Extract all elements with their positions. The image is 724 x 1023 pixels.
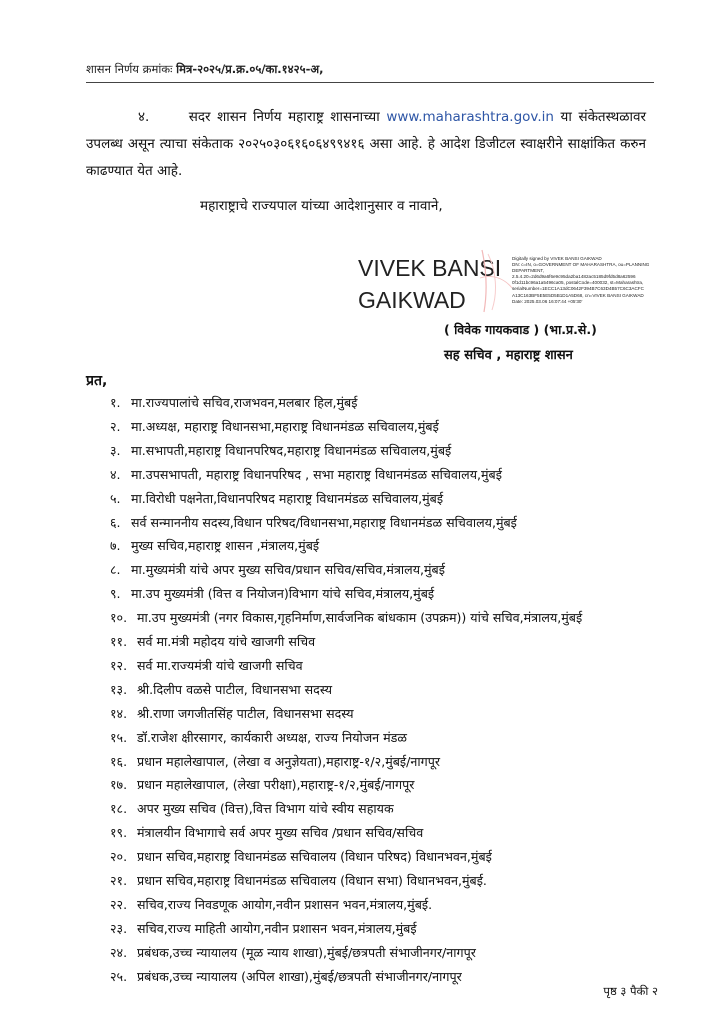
distribution-item-text: मा.उप मुख्यमंत्री (नगर विकास,गृहनिर्माण,सार्वजनिक बांधकाम (उपक्रम)) यांचे सचिव,मंत्रालय,मुंबई <box>137 610 583 626</box>
distribution-item-text: मा.उप मुख्यमंत्री (वित्त व नियोजन)विभाग यांचे सचिव,मंत्रालय,मुंबई <box>131 586 435 602</box>
distribution-heading: प्रत, <box>86 373 108 389</box>
sig-detail-line: 0f1d11bc96a1a5496ca05, postalCode=400032, st=Maharashtra, <box>512 280 644 286</box>
distribution-item-text: सर्व सन्माननीय सदस्य,विधान परिषद/विधानसभा,महाराष्ट्र विधानमंडळ सचिवालय,मुंबई <box>131 514 517 530</box>
distribution-item-text: प्रबंधक,उच्च न्यायालय (मूळ न्याय शाखा),मुंबई/छत्रपती संभाजीनगर/नागपूर <box>137 944 476 960</box>
distribution-item-number: १९. <box>110 825 128 841</box>
sig-detail-line: 2.5.4.20=2d6d9a6f6e9c95da2ba1482ac5185d9fd5d8a62596 <box>512 274 636 280</box>
distribution-item-text: श्री.दिलीप वळसे पाटील, विधानसभा सदस्य <box>137 681 333 697</box>
sig-detail-line: DN: c=IN, o=GOVERNMENT OF MAHARASHTRA, ou=PLANNING <box>512 262 650 268</box>
digital-signature-mark-icon <box>478 248 514 314</box>
distribution-item-text: प्रबंधक,उच्च न्यायालय (अपिल शाखा),मुंबई/छत्रपती संभाजीनगर/नागपूर <box>137 968 462 984</box>
distribution-item-text: मा.सभापती,महाराष्ट्र विधानपरिषद,महाराष्ट्र विधानमंडळ सचिवालय,मुंबई <box>131 442 452 458</box>
digital-signature-details <box>512 256 672 305</box>
sig-detail-line: Date: 2025.03.06 16:07:44 +05'30' <box>512 298 583 304</box>
distribution-item-number: १५. <box>110 729 128 745</box>
distribution-item-text: मा.उपसभापती, महाराष्ट्र विधानपरिषद , सभा महाराष्ट्र विधानमंडळ सचिवालय,मुंबई <box>131 466 502 482</box>
reference-label: शासन निर्णय क्रमांकः <box>86 62 173 76</box>
sig-detail-line: Digitally signed by VIVEK BANSI GAIKWAD <box>512 256 602 261</box>
distribution-item-text: सचिव,राज्य माहिती आयोग,नवीन प्रशासन भवन,मंत्रालय,मुंबई <box>137 920 417 936</box>
distribution-item-text: सचिव,राज्य निवडणूक आयोग,नवीन प्रशासन भवन,मंत्रालय,मुंबई. <box>137 896 433 912</box>
distribution-item-text: प्रधान महालेखापाल, (लेखा व अनुज्ञेयता),महाराष्ट्र-१/२,मुंबई/नागपूर <box>137 753 441 769</box>
distribution-item-text: मुख्य सचिव,महाराष्ट्र शासन ,मंत्रालय,मुंबई <box>131 538 320 554</box>
distribution-item-text: प्रधान महालेखापाल, (लेखा परीक्षा),महाराष्ट्र-१/२,मुंबई/नागपूर <box>137 777 415 793</box>
distribution-item-text: सर्व मा.मंत्री महोदय यांचे खाजगी सचिव <box>137 634 316 649</box>
signature-name-line2: GAIKWAD <box>358 287 466 313</box>
distribution-item-text: मा.मुख्यमंत्री यांचे अपर मुख्य सचिव/प्रधान सचिव/सचिव,मंत्रालय,मुंबई <box>131 562 445 578</box>
sig-detail-line: A13C163BF5E5E5D5B1D1A5D68, cn=VIVEK BANSI GAIKWAD <box>512 292 644 298</box>
sig-detail-line: DEPARTMENT, <box>512 268 544 274</box>
closing-line: महाराष्ट्राचे राज्यपाल यांच्या आदेशानुसार व नावाने, <box>200 198 443 214</box>
paragraph-number: ४. <box>138 109 150 125</box>
header-divider <box>86 82 654 83</box>
paragraph-text-end: या संकेतस्थळावर उपलब्ध असून त्याचा संकेताक २०२५०३०६१६०६४९९४१६ असा आहे. हे आदेश डिजीटल स्वाक्षरीने साक्षांकित करुन काढण्यात येत आहे. <box>86 109 647 179</box>
document-reference <box>86 62 324 77</box>
distribution-item-number: १०. <box>110 610 128 626</box>
distribution-item-text: मंत्रालयीन विभागाचे सर्व अपर मुख्य सचिव /प्रधान सचिव/सचिव <box>137 825 424 841</box>
distribution-item-text: श्री.राणा जगजीतसिंह पाटील, विधानसभा सदस्य <box>137 705 354 721</box>
distribution-item-number: ३. <box>110 442 121 458</box>
distribution-item-number: ११. <box>110 634 128 649</box>
distribution-item-number: २४. <box>110 944 128 960</box>
distribution-item-number: ७. <box>110 538 121 554</box>
distribution-item-text: अपर मुख्य सचिव (वित्त),वित्त विभाग यांचे स्वीय सहायक <box>137 801 394 817</box>
page-number: पृष्ठ ३ पैकी २ <box>603 984 658 998</box>
distribution-item-text: मा.राज्यपालांचे सचिव,राजभवन,मलबार हिल,मुंबई <box>131 395 358 410</box>
officer-designation: सह सचिव , महाराष्ट्र शासन <box>444 348 573 363</box>
distribution-item-number: २३. <box>110 920 128 936</box>
distribution-item-number: २०. <box>110 849 128 865</box>
distribution-item-number: २२. <box>110 896 128 912</box>
distribution-item-number: १७. <box>110 777 128 793</box>
paragraph-text-start: सदर शासन निर्णय महाराष्ट्र शासनाच्या <box>188 109 380 125</box>
distribution-item-number: ५. <box>110 490 121 506</box>
distribution-item-number: ६. <box>110 514 121 530</box>
signature-name-line1: VIVEK BANSI <box>358 255 502 281</box>
sig-detail-line: serialNumber=1ECC1A13dC0642F394B7C63D4B57C6C3ACFC <box>512 286 644 292</box>
distribution-item-number: २१. <box>110 873 128 888</box>
distribution-item-text: सर्व मा.राज्यमंत्री यांचे खाजगी सचिव <box>137 657 303 673</box>
distribution-item-number: १. <box>110 395 121 410</box>
distribution-item-number: १२. <box>110 657 128 673</box>
distribution-item-text: डॉ.राजेश क्षीरसागर, कार्यकारी अध्यक्ष, राज्य नियोजन मंडळ <box>137 729 407 745</box>
publication-paragraph <box>86 104 646 185</box>
officer-name: ( विवेक गायकवाड ) (भा.प्र.से.) <box>444 322 597 337</box>
distribution-item-text: मा.विरोधी पक्षनेता,विधानपरिषद महाराष्ट्र विधानमंडळ सचिवालय,मुंबई <box>131 490 444 506</box>
distribution-item-number: १८. <box>110 801 128 817</box>
distribution-item-text: प्रधान सचिव,महाराष्ट्र विधानमंडळ सचिवालय (विधान सभा) विधानभवन,मुंबई. <box>137 873 487 888</box>
reference-number: मित्र-२०२५/प्र.क्र.०५/का.१४२५-अ, <box>176 62 324 76</box>
distribution-item-number: २. <box>110 418 121 434</box>
distribution-item-text: प्रधान सचिव,महाराष्ट्र विधानमंडळ सचिवालय (विधान परिषद) विधानभवन,मुंबई <box>137 849 492 865</box>
distribution-item-number: १६. <box>110 753 128 769</box>
distribution-item-number: १४. <box>110 705 128 721</box>
distribution-item-number: ९. <box>110 586 121 602</box>
distribution-item-number: ४. <box>110 466 121 482</box>
distribution-item-number: २५. <box>110 968 128 984</box>
distribution-item-text: मा.अध्यक्ष, महाराष्ट्र विधानसभा,महाराष्ट्र विधानमंडळ सचिवालय,मुंबई <box>131 418 439 434</box>
distribution-item-number: ८. <box>110 562 121 578</box>
website-link[interactable]: www.maharashtra.gov.in <box>386 109 554 125</box>
distribution-item-number: १३. <box>110 681 128 697</box>
